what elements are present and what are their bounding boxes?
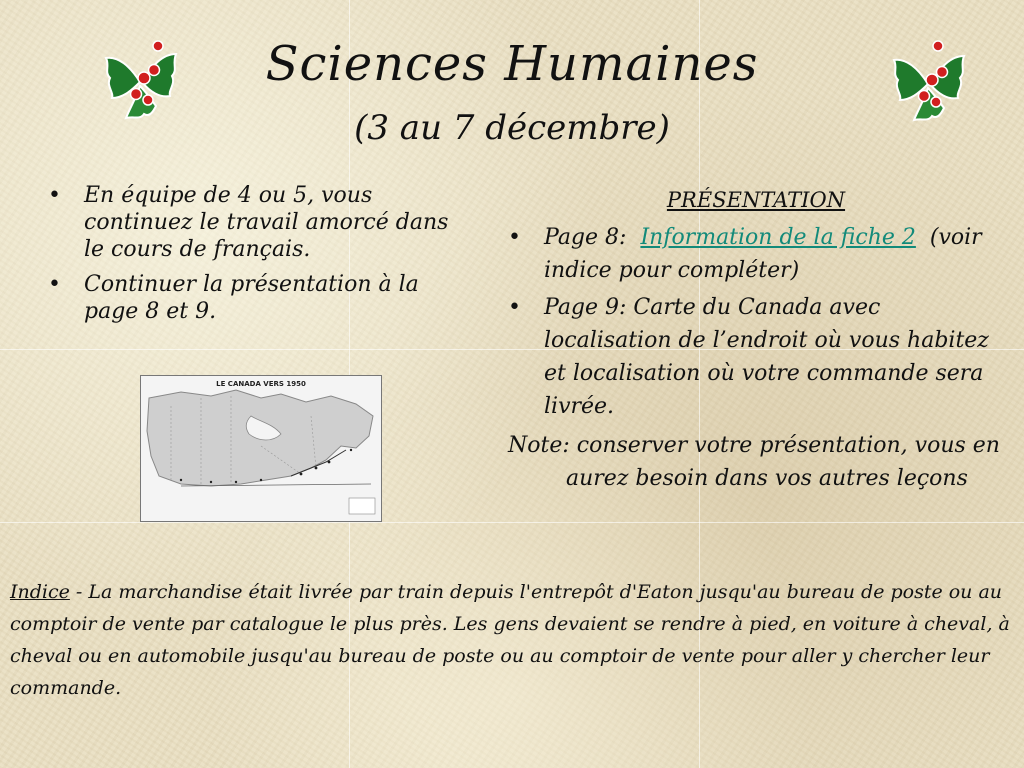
canada-map-drawing bbox=[141, 376, 381, 521]
list-item: • En équipe de 4 ou 5, vous continuez le travail amorcé dans le cours de français. bbox=[40, 182, 460, 263]
page-subtitle: (3 au 7 décembre) bbox=[354, 108, 670, 148]
left-column bbox=[40, 182, 460, 333]
list-item: • Page 9: Carte du Canada avec localisation de l’endroit où vous habitez et localisation où votre commande sera livrée. bbox=[500, 291, 1012, 423]
note-text: Note: conserver votre présentation, vous en aurez besoin dans vos autres leçons bbox=[508, 433, 1000, 491]
list-item bbox=[500, 221, 1012, 287]
indice-text: - La marchandise était livrée par train depuis l'entrepôt d'Eaton jusqu'au bureau de poste ou au comptoir de vente par catalogue le plus près. Les gens devaient se rendre à pied, en voiture à cheval, à cheval ou en automobile jusqu'au bureau de poste ou au comptoir de vente pour aller y chercher leur commande. bbox=[10, 581, 1010, 699]
page8-prefix: Page 8: bbox=[544, 225, 627, 250]
indice-paragraph bbox=[10, 576, 1014, 704]
list-item: • Continuer la présentation à la page 8 et 9. bbox=[40, 271, 460, 325]
page8-suffix: (voir indice pour compléter) bbox=[544, 225, 982, 283]
page-title: Sciences Humaines bbox=[265, 36, 759, 92]
canada-map-image bbox=[140, 375, 382, 522]
right-bullet-list bbox=[500, 221, 1012, 423]
map-title: LE CANADA VERS 1950 bbox=[216, 380, 306, 388]
fiche2-link[interactable]: Information de la fiche 2 bbox=[640, 225, 916, 250]
right-column bbox=[500, 184, 1012, 495]
indice-label: Indice bbox=[10, 581, 70, 603]
presentation-heading: PRÉSENTATION bbox=[666, 188, 846, 212]
left-bullet-list bbox=[40, 182, 460, 325]
